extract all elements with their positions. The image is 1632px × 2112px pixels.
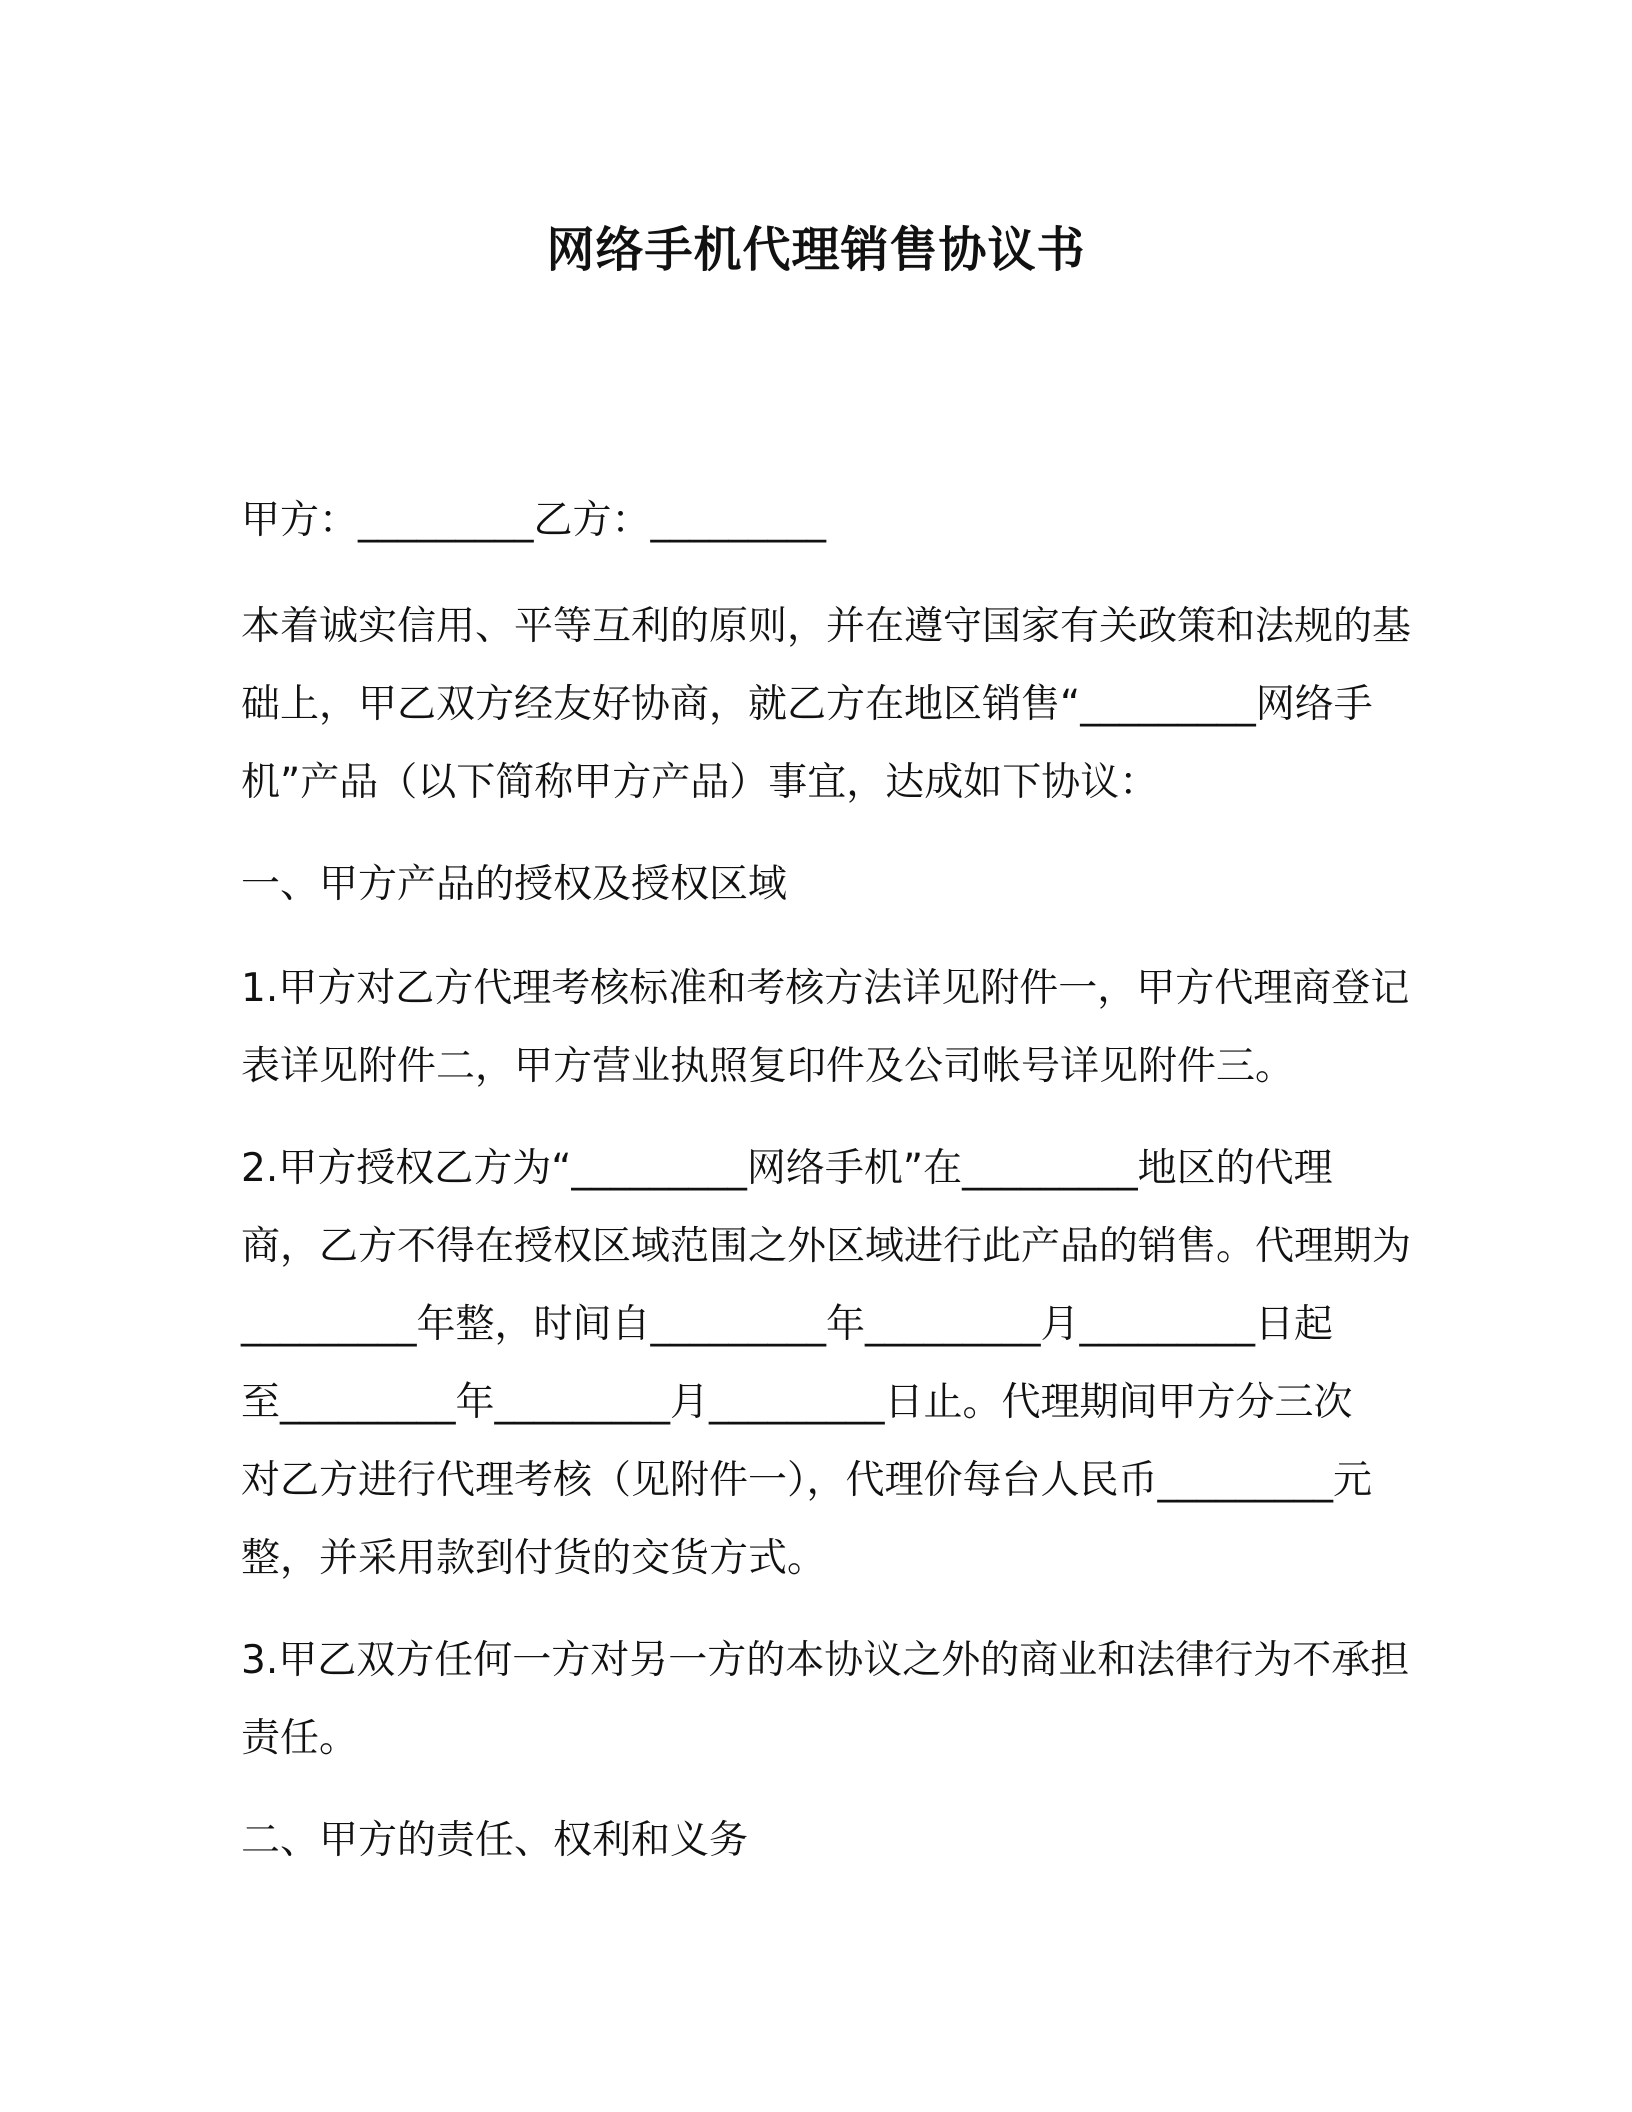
clause-2-paragraph [241,1130,1412,1598]
preamble-line-3: 机”产品（以下简称甲方产品）事宜，达成如下协议： [241,760,1159,805]
clause-2-line-3: _________年整，时间自_________年_________月_________日起 [241,1302,1334,1347]
clause-1-line-2: 表详见附件二，甲方营业执照复印件及公司帐号详见附件三。 [241,1044,1295,1089]
clause-3-paragraph [241,1622,1410,1778]
document-title: 网络手机代理销售协议书 [546,222,1086,278]
clause-3-line-2: 责任。 [241,1716,359,1761]
section-1-heading-text: 一、甲方产品的授权及授权区域 [241,862,788,907]
section-2-heading-text: 二、甲方的责任、权利和义务 [241,1818,749,1863]
section-1-heading [241,846,1391,924]
parties-text: 甲方：_________乙方：_________ [241,498,827,543]
preamble-paragraph [241,588,1412,822]
preamble-line-2: 础上，甲乙双方经友好协商，就乙方在地区销售“_________网络手 [241,682,1373,727]
clause-2-line-6: 整，并采用款到付货的交货方式。 [241,1536,827,1581]
clause-2-line-1: 2.甲方授权乙方为“_________网络手机”在_________地区的代理 [241,1146,1333,1191]
parties-line [241,482,1391,560]
clause-1-paragraph [241,950,1410,1106]
preamble-line-1: 本着诚实信用、平等互利的原则，并在遵守国家有关政策和法规的基 [241,604,1412,649]
clause-3-line-1: 3.甲乙双方任何一方对另一方的本协议之外的商业和法律行为不承担 [241,1638,1410,1683]
clause-2-line-4: 至_________年_________月_________日止。代理期间甲方分三次 [241,1380,1353,1425]
clause-2-line-5: 对乙方进行代理考核（见附件一），代理价每台人民币_________元 [241,1458,1373,1503]
section-2-heading [241,1802,1391,1880]
clause-1-line-1: 1.甲方对乙方代理考核标准和考核方法详见附件一，甲方代理商登记 [241,966,1410,1011]
clause-2-line-2: 商，乙方不得在授权区域范围之外区域进行此产品的销售。代理期为 [241,1224,1412,1269]
